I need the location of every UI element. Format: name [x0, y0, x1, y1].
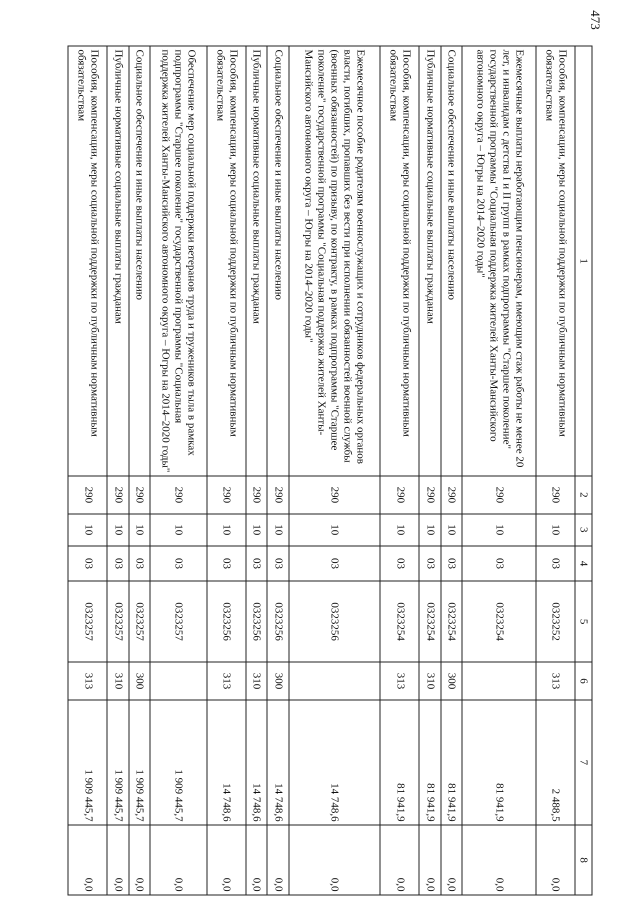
cell-target-article: 0323254	[419, 581, 441, 662]
cell-target-article: 0323257	[68, 581, 107, 662]
cell-section: 10	[536, 514, 575, 547]
cell-subsection: 03	[150, 546, 206, 581]
cell-expense-type: 300	[267, 662, 289, 699]
table-row	[150, 46, 206, 895]
cell-section: 10	[267, 514, 289, 547]
header-col-2: 2	[575, 476, 592, 513]
cell-amount-2: 0,0	[207, 825, 246, 895]
cell-section: 10	[462, 514, 536, 547]
cell-amount-2: 0,0	[462, 825, 536, 895]
table-header-row	[575, 46, 592, 895]
cell-amount: 81 941,9	[419, 700, 441, 826]
header-col-7: 7	[575, 700, 592, 826]
cell-section: 10	[207, 514, 246, 547]
cell-description: Обеспечение мер социальной поддержки ветеранов труда и тружеников тыла в рамках подпрограммы "Старшее поколение" государственной программы "Социальная поддержка жителей Ханты-Мансийского автономного округа – Югры на 2014–2020 годы"	[150, 46, 206, 476]
cell-subsection: 03	[419, 546, 441, 581]
cell-code: 290	[419, 476, 441, 513]
cell-target-article: 0323256	[289, 581, 380, 662]
cell-subsection: 03	[462, 546, 536, 581]
cell-section: 10	[419, 514, 441, 547]
table-row	[289, 46, 380, 895]
cell-target-article: 0323254	[462, 581, 536, 662]
cell-amount-2: 0,0	[267, 825, 289, 895]
cell-amount-2: 0,0	[129, 825, 151, 895]
header-col-3: 3	[575, 514, 592, 547]
cell-code: 290	[129, 476, 151, 513]
cell-subsection: 03	[107, 546, 129, 581]
cell-subsection: 03	[536, 546, 575, 581]
cell-description: Пособия, компенсации, меры социальной поддержки по публичным нормативным обязательствам	[207, 46, 246, 476]
cell-code: 290	[289, 476, 380, 513]
cell-amount: 14 748,6	[207, 700, 246, 826]
cell-amount-2: 0,0	[68, 825, 107, 895]
cell-target-article: 0323254	[380, 581, 419, 662]
cell-section: 10	[150, 514, 206, 547]
cell-expense-type: 313	[68, 662, 107, 699]
header-col-6: 6	[575, 662, 592, 699]
cell-description: Социальное обеспечение и иные выплаты населению	[441, 46, 463, 476]
cell-amount: 81 941,9	[462, 700, 536, 826]
cell-code: 290	[462, 476, 536, 513]
table-row	[267, 46, 289, 895]
cell-expense-type: 310	[246, 662, 268, 699]
cell-description: Социальное обеспечение и иные выплаты населению	[129, 46, 151, 476]
cell-amount-2: 0,0	[441, 825, 463, 895]
cell-code: 290	[68, 476, 107, 513]
cell-target-article: 0323257	[150, 581, 206, 662]
cell-section: 10	[246, 514, 268, 547]
cell-section: 10	[441, 514, 463, 547]
cell-subsection: 03	[129, 546, 151, 581]
cell-description: Публичные нормативные социальные выплаты гражданам	[419, 46, 441, 476]
table-row	[129, 46, 151, 895]
header-col-4: 4	[575, 546, 592, 581]
cell-expense-type: 310	[107, 662, 129, 699]
cell-subsection: 03	[441, 546, 463, 581]
table-row	[246, 46, 268, 895]
cell-amount: 1 909 445,7	[68, 700, 107, 826]
cell-amount-2: 0,0	[150, 825, 206, 895]
cell-target-article: 0323252	[536, 581, 575, 662]
cell-expense-type: 313	[207, 662, 246, 699]
cell-description: Публичные нормативные социальные выплаты гражданам	[246, 46, 268, 476]
cell-amount: 14 748,6	[289, 700, 380, 826]
cell-description: Публичные нормативные социальные выплаты гражданам	[107, 46, 129, 476]
page-number: 473	[588, 10, 603, 30]
cell-expense-type: 300	[129, 662, 151, 699]
cell-amount: 1 909 445,7	[129, 700, 151, 826]
cell-code: 290	[536, 476, 575, 513]
cell-amount: 81 941,9	[380, 700, 419, 826]
cell-expense-type: 313	[536, 662, 575, 699]
cell-amount: 2 488,5	[536, 700, 575, 826]
cell-code: 290	[150, 476, 206, 513]
cell-code: 290	[267, 476, 289, 513]
table-row	[107, 46, 129, 895]
table-row	[441, 46, 463, 895]
table-row	[536, 46, 575, 895]
cell-section: 10	[68, 514, 107, 547]
cell-expense-type	[462, 662, 536, 699]
cell-amount-2: 0,0	[536, 825, 575, 895]
cell-amount-2: 0,0	[380, 825, 419, 895]
cell-section: 10	[129, 514, 151, 547]
cell-subsection: 03	[380, 546, 419, 581]
cell-target-article: 0323256	[246, 581, 268, 662]
budget-table-container	[68, 46, 593, 896]
cell-target-article: 0323256	[207, 581, 246, 662]
table-row	[68, 46, 107, 895]
cell-subsection: 03	[207, 546, 246, 581]
cell-amount-2: 0,0	[246, 825, 268, 895]
cell-section: 10	[107, 514, 129, 547]
cell-subsection: 03	[246, 546, 268, 581]
cell-amount: 14 748,6	[246, 700, 268, 826]
cell-expense-type: 300	[441, 662, 463, 699]
table-row	[419, 46, 441, 895]
cell-amount: 81 941,9	[441, 700, 463, 826]
cell-code: 290	[441, 476, 463, 513]
cell-amount: 1 909 445,7	[107, 700, 129, 826]
cell-code: 290	[380, 476, 419, 513]
cell-amount-2: 0,0	[107, 825, 129, 895]
cell-target-article: 0323254	[441, 581, 463, 662]
table-row	[380, 46, 419, 895]
cell-expense-type: 313	[380, 662, 419, 699]
cell-description: Пособия, компенсации, меры социальной поддержки по публичным нормативным обязательствам	[536, 46, 575, 476]
table-row	[207, 46, 246, 895]
cell-description: Ежемесячное пособие родителям военнослужащих и сотрудников федеральных органов власти, погибших, пропавших без вести при исполнении обязанностей военной службы (военных обязанностей) по призыву, по контракту, в рамках подпрограммы "Старшее поколение" государственной программы "Социальная поддержка жителей Ханты-Мансийского автономного округа – Югры на 2014–2020 годы"	[289, 46, 380, 476]
cell-expense-type: 310	[419, 662, 441, 699]
header-col-1: 1	[575, 46, 592, 476]
cell-description: Пособия, компенсации, меры социальной поддержки по публичным нормативным обязательствам	[68, 46, 107, 476]
cell-amount: 1 909 445,7	[150, 700, 206, 826]
cell-amount: 14 748,6	[267, 700, 289, 826]
cell-expense-type	[289, 662, 380, 699]
cell-amount-2: 0,0	[419, 825, 441, 895]
cell-code: 290	[207, 476, 246, 513]
header-col-8: 8	[575, 825, 592, 895]
cell-expense-type	[150, 662, 206, 699]
budget-table	[68, 46, 593, 896]
cell-code: 290	[246, 476, 268, 513]
cell-section: 10	[380, 514, 419, 547]
cell-code: 290	[107, 476, 129, 513]
cell-description: Пособия, компенсации, меры социальной поддержки по публичным нормативным обязательствам	[380, 46, 419, 476]
cell-subsection: 03	[68, 546, 107, 581]
table-row	[462, 46, 536, 895]
cell-description: Ежемесячные выплаты неработающим пенсионерам, имеющим стаж работы не менее 20 лет, и инвалидам с детства I и II групп в рамках подпрограммы "Старшее поколение" государственной программы "Социальная поддержка жителей Ханты-Мансийского автономного округа – Югры на 2014–2020 годы"	[462, 46, 536, 476]
cell-target-article: 0323257	[107, 581, 129, 662]
cell-section: 10	[289, 514, 380, 547]
cell-subsection: 03	[267, 546, 289, 581]
cell-description: Социальное обеспечение и иные выплаты населению	[267, 46, 289, 476]
header-col-5: 5	[575, 581, 592, 662]
cell-target-article: 0323256	[267, 581, 289, 662]
cell-subsection: 03	[289, 546, 380, 581]
cell-target-article: 0323257	[129, 581, 151, 662]
cell-amount-2: 0,0	[289, 825, 380, 895]
